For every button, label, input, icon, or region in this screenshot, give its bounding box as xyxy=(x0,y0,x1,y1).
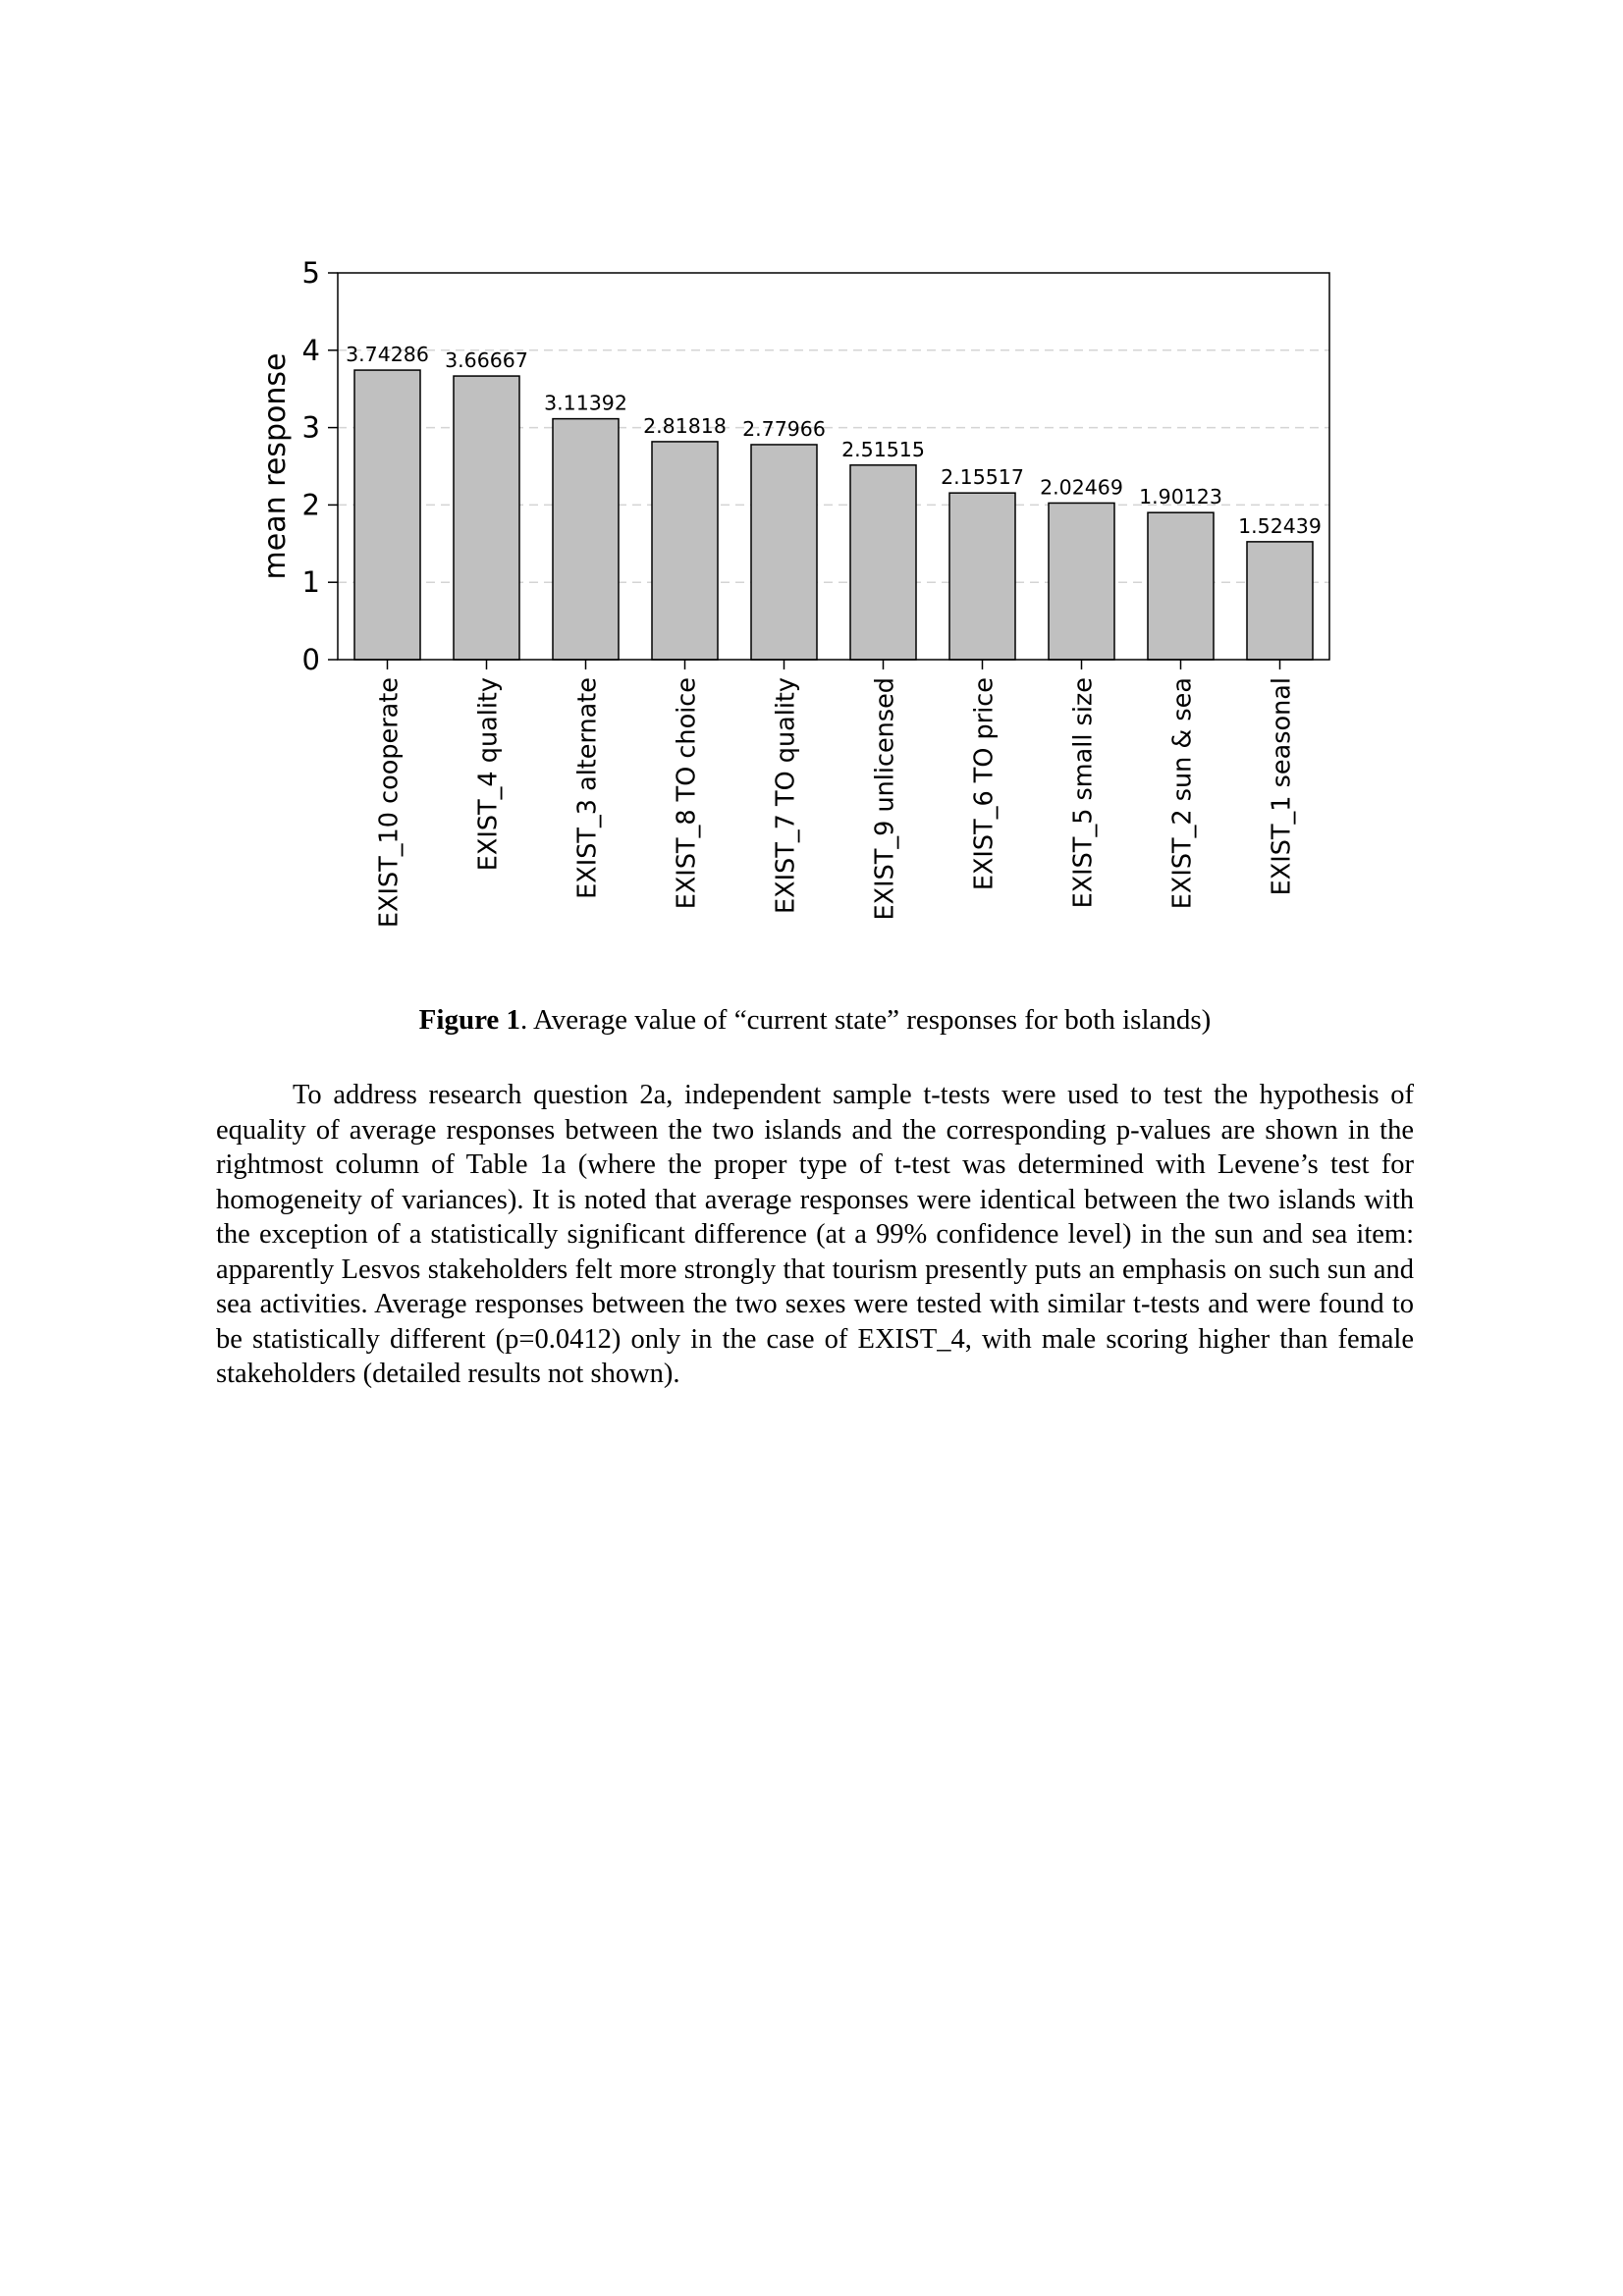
x-tick-label-3: EXIST_8 TO choice xyxy=(672,677,702,910)
x-tick-label-1: EXIST_4 quality xyxy=(473,677,504,872)
y-tick-label-4: 4 xyxy=(301,333,320,367)
y-axis xyxy=(302,256,338,676)
data-label-8: 1.90123 xyxy=(1139,485,1222,509)
body-paragraph: To address research question 2a, independent sample t-tests were used to test the hypothesis of equality of average responses between the two islands and the corresponding p-values are shown in the rightmost column of Table 1a (where the proper type of t-test was determined with Levene’s test for homogeneity of variances). It is noted that average responses were identical between the two islands with the exception of a statistically significant difference (at a 99% confidence level) in the sun and sea item: apparently Lesvos stakeholders felt more strongly that tourism presently puts an emphasis on such sun and sea activities. Average responses between the two sexes were tested with similar t-tests and were found to be statistically different (p=0.0412) only in the case of EXIST_4, with male scoring higher than female stakeholders (detailed results not shown). xyxy=(216,1080,1414,1389)
bar-0 xyxy=(354,370,420,660)
bar-chart xyxy=(0,0,1623,982)
bar-1 xyxy=(454,376,519,660)
y-tick-label-3: 3 xyxy=(301,410,320,445)
y-tick-label-5: 5 xyxy=(301,256,320,290)
data-label-3: 2.81818 xyxy=(643,413,727,438)
bar-5 xyxy=(850,465,916,660)
data-label-2: 3.11392 xyxy=(544,391,627,415)
bar-3 xyxy=(652,442,718,660)
data-label-7: 2.02469 xyxy=(1040,475,1123,500)
figure-caption-label: Figure 1 xyxy=(418,1004,521,1036)
x-tick-label-9: EXIST_1 seasonal xyxy=(1267,677,1297,896)
x-tick-label-7: EXIST_5 small size xyxy=(1068,677,1099,909)
x-tick-label-2: EXIST_3 alternate xyxy=(572,677,603,899)
bar-4 xyxy=(751,445,817,660)
x-tick-label-5: EXIST_9 unlicensed xyxy=(870,677,900,921)
x-tick-label-6: EXIST_6 TO price xyxy=(969,677,1000,891)
y-axis-title: mean response xyxy=(258,352,293,580)
bar-6 xyxy=(949,493,1015,660)
data-label-9: 1.52439 xyxy=(1238,513,1322,538)
figure-caption-text: . Average value of “current state” responses for both islands) xyxy=(520,1004,1212,1036)
data-label-4: 2.77966 xyxy=(742,416,826,441)
bar-9 xyxy=(1247,542,1313,660)
data-label-1: 3.66667 xyxy=(445,348,528,373)
data-label-5: 2.51515 xyxy=(841,437,925,461)
data-label-6: 2.15517 xyxy=(941,465,1024,490)
data-label-0: 3.74286 xyxy=(346,343,429,367)
bars xyxy=(346,343,1322,660)
x-tick-label-4: EXIST_7 TO quality xyxy=(771,677,801,914)
x-axis-labels xyxy=(375,660,1297,928)
y-tick-label-1: 1 xyxy=(301,565,320,600)
bar-7 xyxy=(1049,503,1114,660)
x-tick-label-0: EXIST_10 cooperate xyxy=(374,677,405,929)
figure-caption xyxy=(216,1003,1414,1037)
bar-8 xyxy=(1148,512,1214,660)
x-tick-label-8: EXIST_2 sun & sea xyxy=(1167,677,1198,910)
y-tick-label-2: 2 xyxy=(301,488,320,522)
y-tick-label-0: 0 xyxy=(301,643,320,676)
bar-2 xyxy=(553,419,619,660)
